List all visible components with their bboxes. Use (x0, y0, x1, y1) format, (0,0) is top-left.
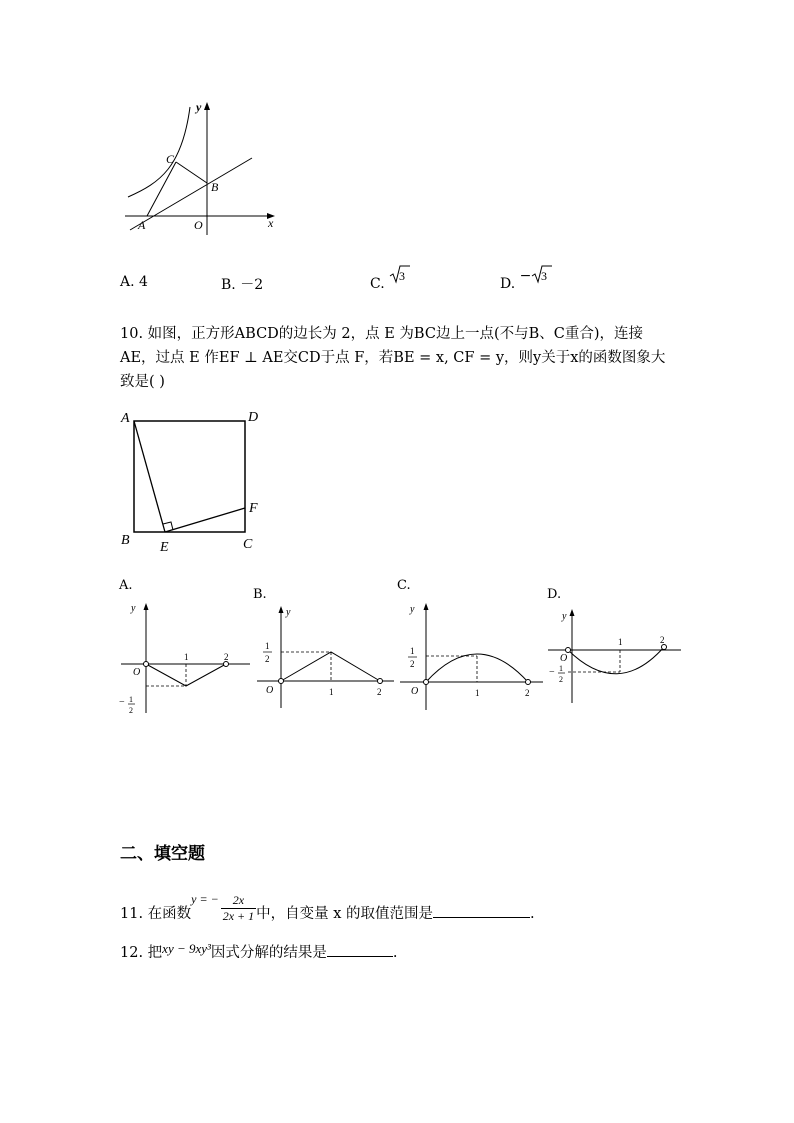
q10-graph-a-letter: A. (119, 578, 133, 593)
q11-func-num: 2x (221, 893, 256, 909)
q11-func-frac (221, 893, 256, 924)
q10-graph-b-origin: O (266, 685, 274, 696)
q10-graph-b-ylabel: y (286, 607, 291, 618)
q10-graph-b-frac-den: 2 (265, 654, 270, 664)
section-fill-blank-title: 二、填空题 (120, 844, 205, 864)
q10-graph-c-origin: O (411, 686, 419, 697)
q10-graph-a-ylabel: y (131, 603, 136, 614)
q9-figure (120, 95, 290, 240)
q12-prefix: 12. 把 (120, 945, 163, 961)
q10-square (134, 421, 245, 532)
q10-graph-b-tick2: 2 (377, 687, 382, 697)
q11-func (191, 893, 256, 924)
q10-graph-b (252, 603, 397, 713)
q10-square-figure (115, 402, 275, 557)
q10-graph-d-tick2: 2 (660, 635, 665, 645)
q10-graph-a-tick2: 2 (224, 652, 229, 662)
q10-graph-c (397, 598, 545, 713)
q9-option-d-radicand: 3 (541, 269, 548, 283)
q12-line (120, 941, 398, 962)
q10-graph-d-origin: O (560, 653, 568, 664)
q9-label-y: y (196, 100, 202, 114)
q10-graph-d-frac-sign: − (549, 667, 555, 678)
q10-graph-a-frac-sign: − (119, 697, 125, 708)
q11-answer-blank[interactable] (433, 903, 530, 918)
q11-suffix: 中，自变量 x 的取值范围是 (256, 906, 434, 922)
q10-graph-a-origin: O (133, 667, 141, 678)
q9-label-a: A (138, 218, 146, 232)
q12-suffix: 因式分解的结果是 (210, 945, 327, 961)
q10-graph-d-curve (568, 647, 664, 674)
q10-graph-c-frac-num: 1 (410, 646, 415, 656)
q9-option-c: C. 3 (370, 272, 411, 292)
q9-label-c: C (166, 152, 175, 166)
q9-y-arrow (204, 102, 210, 110)
q10-label-e: E (160, 540, 169, 555)
q10-graph-c-tick1: 1 (475, 688, 480, 698)
q10-graph-c-tick2: 2 (525, 688, 530, 698)
q9-label-o: O (194, 218, 203, 232)
q10-graph-b-frac-num: 1 (265, 641, 270, 651)
q10-label-b: B (121, 533, 130, 548)
q10-graph-d-tick1: 1 (618, 637, 623, 647)
q10-graph-b-curve (281, 652, 380, 681)
q10-graph-d-letter: D. (547, 587, 562, 602)
q10-line2: AE，过点 E 作EF ⊥ AE交CD于点 F，若BE = x, CF = y，则y关于x的函数图象大 (120, 350, 666, 366)
q10-graph-d-frac-den: 2 (559, 675, 563, 684)
q10-line3: 致是( ) (120, 374, 165, 390)
q9-line-ab (130, 158, 252, 230)
q10-graph-a-tick1: 1 (184, 652, 189, 662)
q11-line (120, 886, 535, 926)
q9-option-d-sign: − (519, 268, 532, 284)
q11-end: . (530, 906, 535, 922)
q10-graph-d-ylabel: y (562, 611, 567, 622)
q10-graph-b-tick1: 1 (329, 687, 334, 697)
q10-label-d: D (248, 410, 259, 425)
q10-label-c: C (243, 537, 253, 552)
q12-end: . (392, 945, 398, 961)
q10-graph-b-letter: B. (253, 587, 267, 602)
q9-label-b: B (211, 180, 219, 194)
q9-option-c-radicand: 3 (399, 269, 406, 283)
q10-label-a: A (121, 411, 130, 426)
q9-seg-cb (176, 162, 207, 183)
q9-seg-ac (147, 162, 176, 216)
q11-func-den: 2x + 1 (222, 909, 255, 923)
q10-label-f: F (249, 501, 258, 516)
q10-line1: 10. 如图，正方形ABCD的边长为 2，点 E 为BC边上一点(不与B、C重合)，连接 (120, 326, 644, 342)
q10-graph-c-letter: C. (397, 578, 411, 593)
q10-graph-c-ylabel: y (410, 604, 415, 615)
q12-answer-blank[interactable] (327, 942, 393, 957)
q11-func-lhs: y = − (191, 892, 219, 906)
q10-seg-ef (165, 508, 245, 532)
q10-graph-c-frac-den: 2 (410, 659, 415, 669)
q9-option-b: B. －2 (221, 277, 264, 293)
q9-option-d: D. − 3 (500, 272, 553, 292)
q10-graph-d (546, 603, 684, 708)
q10-seg-ae (134, 421, 165, 532)
q11-prefix: 11. 在函数 (120, 906, 192, 922)
q9-option-a: A. 4 (120, 274, 148, 290)
q10-graph-a-frac-num: 1 (129, 695, 133, 704)
q10-graph-a-frac-den: 2 (129, 706, 133, 715)
q10-graph-d-frac-num: 1 (559, 664, 563, 673)
q9-curve (128, 107, 190, 197)
q12-expr: xy − 9xy³ (162, 941, 211, 956)
q9-label-x: x (268, 216, 274, 230)
q10-graph-a (118, 598, 253, 718)
